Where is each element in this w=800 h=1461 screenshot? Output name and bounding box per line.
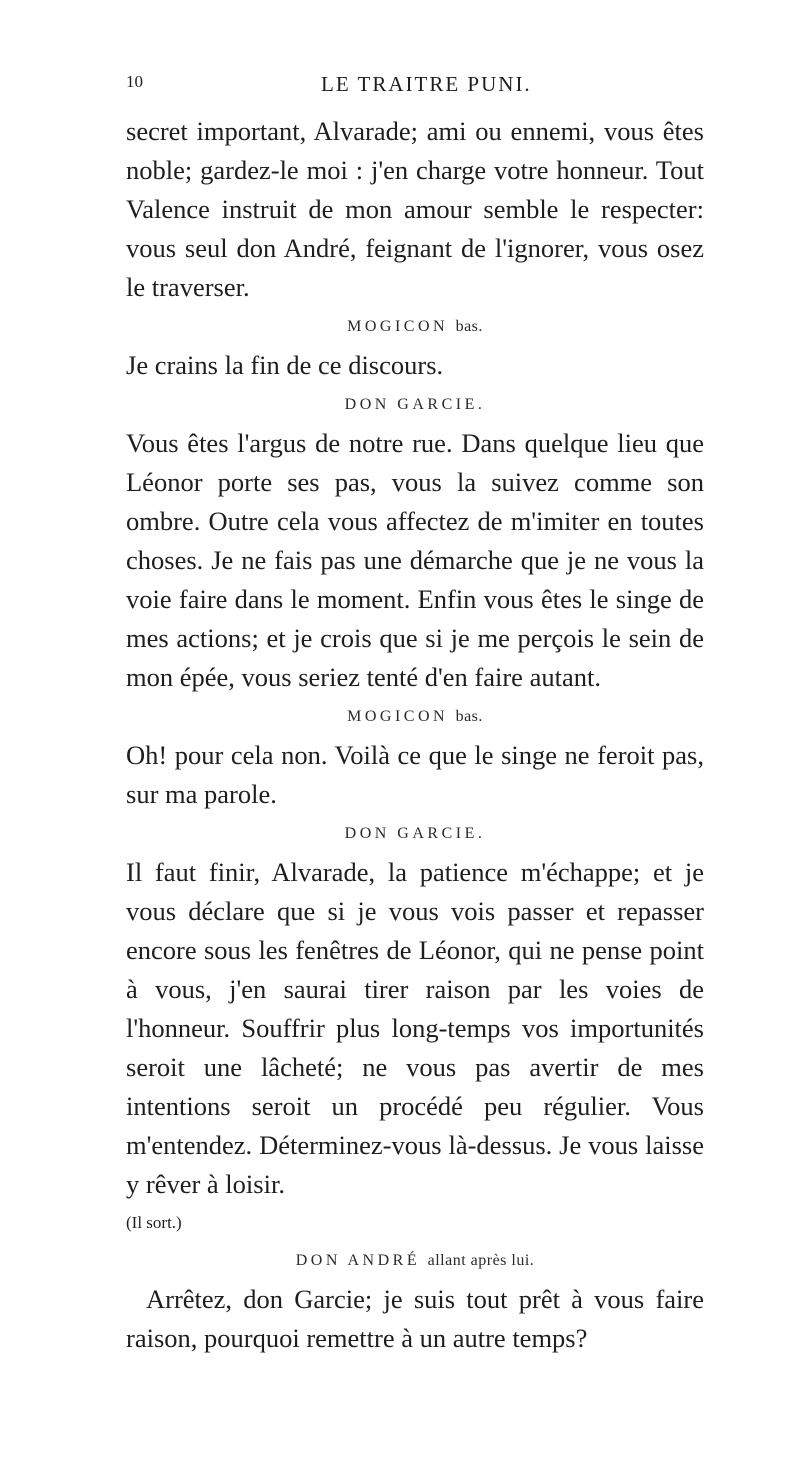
running-title: LE TRAITRE PUNI. <box>321 72 532 96</box>
speaker-name: DON GARCIE. <box>344 396 486 413</box>
speaker-mogicon-2 <box>126 697 704 736</box>
stage-cue: bas. <box>455 708 483 725</box>
paragraph-6: Arrêtez, don Garcie; je suis tout prêt à vous faire raison, pourquoi remettre à un autre temps? <box>126 1284 704 1353</box>
paragraph-5: Il faut finir, Alvarade, la patience m'échappe; et je vous déclare que si je vous vois passer et repasser encore sous les fenêtres de Léonor, qui ne pense point à vous, j'en saurai tirer raison par les voies de l'honneur. Souffrir plus long-temps vos importunités seroit une lâcheté; ne vous pas avertir de mes intentions seroit un procédé peu régulier. Vous m'entendez. Déterminez-vous là-dessus. Je vous laisse y rêver à loisir. <box>126 857 704 1199</box>
running-head <box>126 72 706 102</box>
speaker-don-garcie-1 <box>126 385 704 424</box>
speaker-name: MOGICON <box>347 318 449 335</box>
paragraph-2: Je crains la fin de ce discours. <box>126 350 444 380</box>
stage-cue: allant après lui. <box>427 1252 535 1269</box>
speaker-name: MOGICON <box>347 708 449 725</box>
paragraph-1: secret important, Alvarade; ami ou ennemi, vous êtes noble; gardez-le moi : j'en charge votre honneur. Tout Valence instruit de mon amour semble le respecter: vous seul don André, feignant de l'ignorer, vous osez le traverser. <box>126 116 704 302</box>
speaker-mogicon-1 <box>126 307 704 346</box>
page-text <box>126 112 704 1358</box>
page-number: 10 <box>126 72 143 91</box>
speaker-don-andre <box>126 1241 704 1280</box>
speaker-name: DON GARCIE. <box>344 825 486 842</box>
paragraph-3: Vous êtes l'argus de notre rue. Dans quelque lieu que Léonor porte ses pas, vous la suivez comme son ombre. Outre cela vous affectez de m'imiter en toutes choses. Je ne fais pas une démarche que je ne vous la voie faire dans le moment. Enfin vous êtes le singe de mes actions; et je crois que si je me perçois le sein de mon épée, vous seriez tenté d'en faire autant. <box>126 428 704 692</box>
stage-direction: (Il sort.) <box>126 1213 182 1232</box>
stage-cue: bas. <box>455 318 483 335</box>
paragraph-4: Oh! pour cela non. Voilà ce que le singe ne feroit pas, sur ma parole. <box>126 740 704 809</box>
speaker-name: DON ANDRÉ <box>295 1252 421 1269</box>
speaker-don-garcie-2 <box>126 814 704 853</box>
